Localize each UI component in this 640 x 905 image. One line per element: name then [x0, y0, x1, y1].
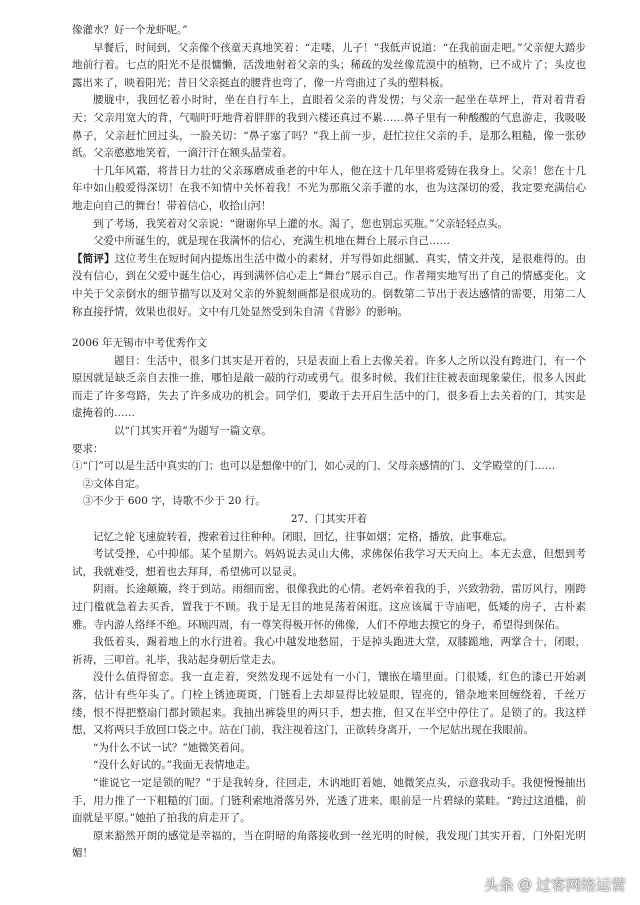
- document-page: [72, 22, 586, 863]
- exam-topic: 题目：生活中，很多门其实是开着的，只是表面上看上去像关着。许多人之所以没有跨进门，有一个原因就是缺乏亲自去推一推，哪怕是敲一敲的行动或勇气。很多时候，我们往往被表面现象蒙住，很多人因此而走了许多弯路，失去了许多成功的机会。同学们，要敢于去开启生活中的门，很多看上去关着的门，其实是虚掩着的……: [72, 354, 586, 420]
- essay2-paragraph-7: “没什么好试的。”我面无表情地走。: [93, 759, 256, 772]
- essay2-paragraph-9: 原来豁然开朗的感觉是幸福的，当在阴暗的角落接收到一丝光明的时候，我发现门其实开着，门外阳光明媚！: [72, 829, 586, 860]
- watermark: [484, 874, 626, 895]
- comment-text: 这位考生在短时间内提炼出生活中微小的素材，并写得如此细腻、真实，情文并茂，是很难得的。由没有信心，到在父爱中诞生信心，再到满怀信心走上“舞台”展示自己。作者翔实地写出了自己的情感变化。文中关于父亲倒水的细节描写以及对父亲的外貌刻画都是很成功的。倒数第二节出于表达感情的需要，用第二人称直接抒情，效果也很好。文中有几处显然受到朱自清《背影》的影响。: [72, 252, 587, 318]
- essay2-paragraph-3: 阴雨。长途颠簸，终于到站。雨细而密，很像我此的心情。老妈牵着我的手，兴致勃勃，雷厉风行，刚跨过门槛就急着去买香，置我于不顾。我于是无目的地晃荡着闲逛。这应该属于寺庙吧，低矮的房子，古朴素雅。寺内游人络绎不绝。环顾四周，有一尊笑得极开怀的佛像，人们不停地去摸它的身子，希望得到保佑。: [72, 583, 586, 631]
- exam-instruction: 以“门其实开着”为题写一篇文章。: [114, 425, 272, 438]
- exam-heading: 2006 年无锡市中考优秀作文: [72, 337, 208, 350]
- requirement-2: ②文体自定。: [82, 477, 146, 490]
- watermark-name: 过客网络运营: [535, 876, 626, 894]
- essay2-paragraph-8: “谁说它一定是锁的呢？”于是我转身，往回走，木讷地盯着她，她微笑点头，示意我动手。我便慢慢抽出手，用力推了一下粗糙的门面。门链利索地滑落另外，光透了进来，眼前是一片碧绿的菜畦。“跨过这道槛，前面就是平原。”她拍了拍我的肩走开了。: [72, 776, 586, 825]
- essay1-paragraph-1: 早餐后，时间到，父亲像个孩童天真地笑着：“走喽，儿子！”我低声说道：“在我前面走吧。”父亲便大踏步地前行着。七点的阳光不是很慵懒，活泼地射着父亲的头；稀疏的发丝像荒漠中的植物，已不成片了；头皮也露出来了，映着阳光；昔日父亲挺直的腰背也弯了，像一片弯曲过了头的塑料板。: [72, 41, 586, 89]
- watermark-at: @: [517, 876, 532, 893]
- essay1-paragraph-4: 到了考场，我笑着对父亲说：“谢谢你早上灌的水。渴了，您也别忘买瓶。”父亲轻轻点头。: [93, 217, 508, 230]
- essay2-paragraph-4: 我低着头，踢着地上的水行进着。我心中越发地愁屈，于是掉头跑进大堂，双膝跪地，两掌合十，闭眼，祈祷，三叩首。礼毕，我站起身朝后堂走去。: [72, 636, 586, 666]
- essay2-paragraph-6: “为什么不试一试？”她微笑着问。: [93, 741, 251, 754]
- essay2-paragraph-1: 记忆之轮飞速旋转着，搜索着过往种种。闭眼，回忆，往事如烟；定格，播放，此事难忘。: [93, 530, 513, 543]
- watermark-prefix: 头条: [483, 876, 514, 894]
- essay1-paragraph-2: 腰胧中，我回忆着小时时，坐在自行车上，直眼着父亲的背发愣；与父亲一起坐在草坪上，背对着背看天；父亲用宽大的背，气喘吁吁地背着胖胖的我到六楼还真过不累……鼻子里有一种酸酸的气息游走，我吸吸鼻子，父亲赶忙回过头，一脸关切：“鼻子塞了吗？”我上前一步，赶忙拉住父亲的手，是那么粗糙，像一张砂纸。父亲憨憨地笑着，一滴汗汗在额头晶莹着。: [72, 94, 586, 160]
- essay2-paragraph-5: 没什么值得留恋。我一直走着，突然发现不远处有一小门，镶嵌在墙里面。门很矮，红色的漆已开始剥落，估计有些年头了。门栓上锈迹斑斑，门链看上去却显得比较显眼，锃亮的，错杂地来回缠绕着，千丝万缕，恨不得把整扇门都封锁起来。我抽出裤袋里的两只手，想去推，但又在半空中停住了。是锁了的。我这样想，又将两只手放回口袋之中。站在门前，我注视着这门，正欲转身离开，一个尼姑出现在我眼前。: [72, 671, 586, 737]
- requirement-3: ③不少于 600 字，诗歌不少于 20 行。: [82, 495, 266, 508]
- essay1-closing-line: 像灌水？好一个龙虾呢。”: [72, 24, 188, 36]
- requirement-1: ①“门”可以是生活中真实的门；也可以是想像中的门，如心灵的门、父母亲感情的门、文学殿堂的门……: [72, 460, 556, 473]
- essay2-title: 27、门其实开着: [290, 513, 368, 526]
- essay1-comment: [72, 251, 586, 321]
- comment-tag: 【简评】: [72, 252, 115, 265]
- requirements-label: 要求：: [72, 442, 104, 455]
- essay2-paragraph-2: 考试受挫，心中抑郁。某个星期六。妈妈说去灵山大佛，求佛保佑我学习天天向上。本无去意，但想到考试，我就难受，想着也去拜拜，希望佛可以显灵。: [72, 548, 586, 578]
- section-gap: [72, 321, 586, 335]
- essay1-paragraph-5: 父爱中所诞生的，就是现在我满怀的信心，充满生机地在舞台上展示自己……: [93, 235, 450, 248]
- essay1-paragraph-3: 十几年风霜，将昔日力壮的父亲琢磨成垂老的中年人，他在这十几年里将爱铸在我身上。父亲！您在十几年中如山般爱得深切！在我不知情中关怀着我！不光为那瓶父亲手灌的水，也为这深切的爱，我定要充满信心地走向自己的舞台！带着信心，收拾山河！: [72, 164, 586, 212]
